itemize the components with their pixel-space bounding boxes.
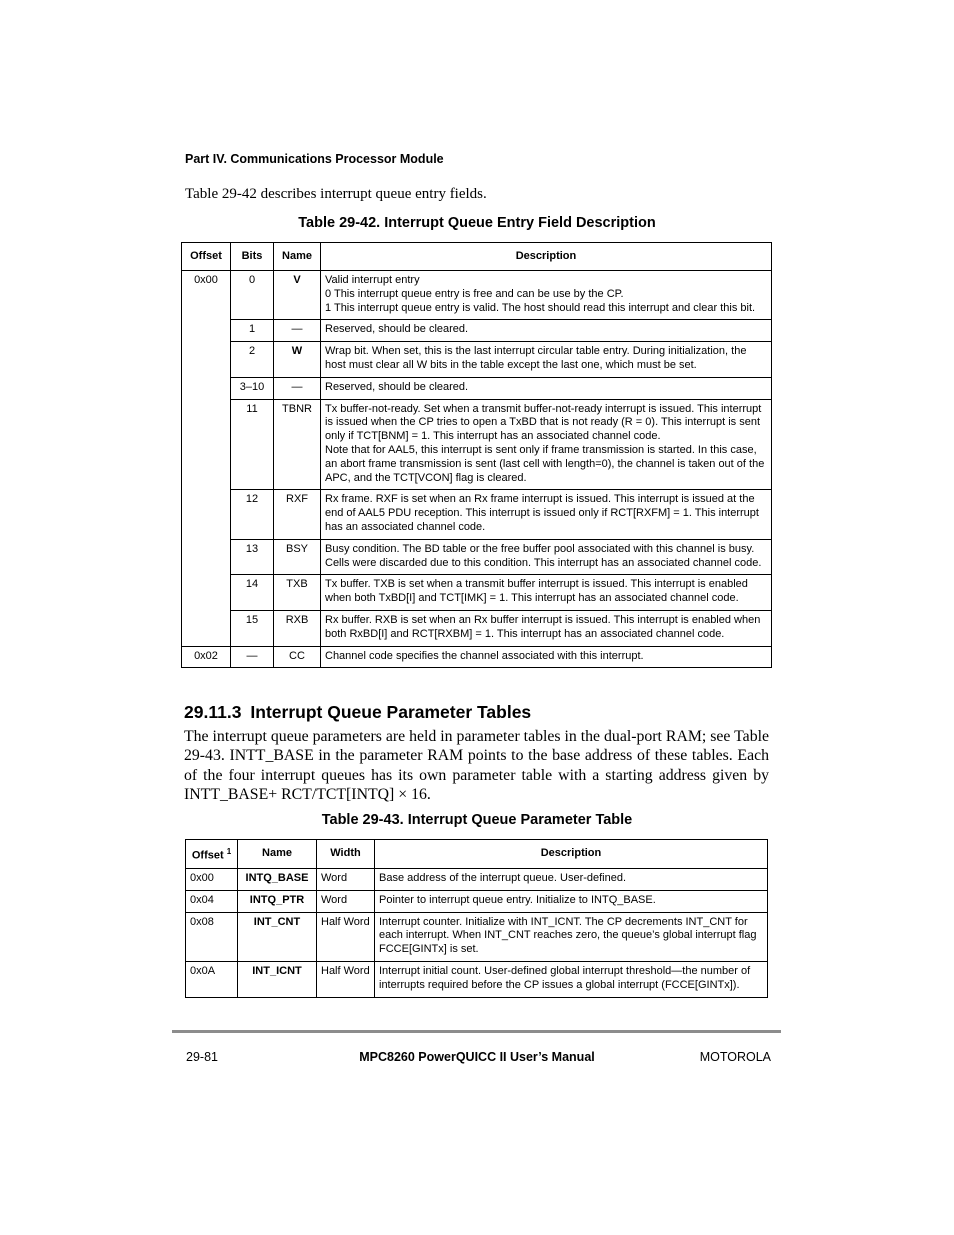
table-header-row [186, 840, 768, 869]
name-cell: INT_ICNT [238, 961, 317, 997]
publisher-name: MOTOROLA [699, 1050, 771, 1064]
column-header-description: Description [375, 840, 768, 869]
table-row [186, 890, 768, 912]
bits-cell: 12 [231, 490, 274, 539]
name-cell: CC [274, 646, 321, 668]
table-row [182, 539, 772, 575]
description-cell: Rx buffer. RXB is set when an Rx buffer interrupt is issued. This interrupt is enabled when both RxBD[I] and RCT[RXBM] = 1. This interrupt has an associated channel code. [321, 610, 772, 646]
table-row [186, 912, 768, 961]
table-row [182, 399, 772, 490]
description-cell: Base address of the interrupt queue. User-defined. [375, 869, 768, 891]
section-number: 29.11.3 [184, 702, 242, 722]
table-row [182, 490, 772, 539]
table-43-caption: Table 29-43. Interrupt Queue Parameter Table [321, 812, 633, 828]
running-header: Part IV. Communications Processor Module [185, 152, 444, 166]
width-cell: Word [317, 869, 375, 891]
name-cell: INTQ_PTR [238, 890, 317, 912]
description-line: 0 This interrupt queue entry is free and can be use by the CP. [325, 287, 624, 300]
description-cell: Wrap bit. When set, this is the last interrupt circular table entry. During initialization, the host must clear all W bits in the table except the last one, which must be set. [321, 342, 772, 378]
bits-cell: 0 [231, 271, 274, 320]
width-cell: Half Word [317, 961, 375, 997]
name-cell: INT_CNT [238, 912, 317, 961]
table-row [182, 320, 772, 342]
manual-title: MPC8260 PowerQUICC II User’s Manual [359, 1050, 595, 1064]
offset-cell: 0x04 [186, 890, 238, 912]
column-header-offset: Offset [182, 243, 231, 271]
table-row [182, 646, 772, 668]
name-cell: — [274, 320, 321, 342]
bits-cell: 3–10 [231, 377, 274, 399]
offset-cell: 0x02 [182, 646, 231, 668]
table-row [186, 869, 768, 891]
intro-sentence: Table 29-42 describes interrupt queue entry fields. [185, 186, 487, 202]
table-row [182, 342, 772, 378]
section-body-paragraph: The interrupt queue parameters are held in parameter tables in the dual-port RAM; see Table 29-43. INTT_BASE in the parameter RAM points to the base address of these tables. Each of the four interrupt queues has its own parameter table with a starting address given by INTT_BASE+ RCT/TCT[INTQ] × 16. [184, 728, 769, 803]
column-header-name: Name [238, 840, 317, 869]
footer-rule [172, 1030, 781, 1033]
name-cell: TXB [274, 575, 321, 611]
table-row [182, 610, 772, 646]
bits-cell: 11 [231, 399, 274, 490]
description-cell [321, 271, 772, 320]
table-row [182, 575, 772, 611]
column-header-bits: Bits [231, 243, 274, 271]
page-number: 29-81 [186, 1050, 218, 1064]
description-cell: Pointer to interrupt queue entry. Initialize to INTQ_BASE. [375, 890, 768, 912]
name-cell: V [274, 271, 321, 320]
description-cell: Interrupt initial count. User-defined global interrupt threshold—the number of interrupts required before the CP issues a global interrupt (FCCE[GINTx]). [375, 961, 768, 997]
description-line: Note that for AAL5, this interrupt is sent only if frame transmission is started. In this case, an abort frame transmission is sent (last cell with length=0), the channel is taken out of the APC, and the TCT[VCON] flag is cleared. [325, 443, 765, 484]
column-header-offset [186, 840, 238, 869]
bits-cell: — [231, 646, 274, 668]
table-row [182, 377, 772, 399]
description-line: 1 This interrupt queue entry is valid. The host should read this interrupt and clear this bit. [325, 301, 756, 314]
interrupt-queue-parameter-table [185, 839, 768, 998]
description-cell: Interrupt counter. Initialize with INT_ICNT. The CP decrements INT_CNT for each interrupt. When INT_CNT reaches zero, the queue’s global interrupt flag FCCE[GINTx] is set. [375, 912, 768, 961]
column-header-name: Name [274, 243, 321, 271]
name-cell: RXF [274, 490, 321, 539]
description-cell: Busy condition. The BD table or the free buffer pool associated with this channel is busy. Cells were discarded due to this condition. This interrupt has an associated channel code. [321, 539, 772, 575]
offset-cell: 0x00 [186, 869, 238, 891]
width-cell: Word [317, 890, 375, 912]
table-row [186, 961, 768, 997]
description-cell: Tx buffer. TXB is set when a transmit buffer interrupt is issued. This interrupt is enabled when both TxBD[I] and TCT[IMK] = 1. This interrupt has an associated channel code. [321, 575, 772, 611]
description-cell: Rx frame. RXF is set when an Rx frame interrupt is issued. This interrupt is issued at the end of AAL5 PDU reception. This interrupt is issued only if RCT[RXFM] = 1. This interrupt has an associated channel code. [321, 490, 772, 539]
description-cell: Channel code specifies the channel associated with this interrupt. [321, 646, 772, 668]
bits-cell: 14 [231, 575, 274, 611]
name-cell: TBNR [274, 399, 321, 490]
bits-cell: 15 [231, 610, 274, 646]
description-line: Tx buffer-not-ready. Set when a transmit buffer-not-ready interrupt is issued. This interrupt is issued when the CP tries to open a TxBD that is not ready (R = 0). This interrupt is sent only if TCT[BNM] = 1. This interrupt has an associated channel code. [325, 402, 762, 443]
column-header-offset-label: Offset [191, 849, 224, 862]
interrupt-queue-entry-table [181, 242, 772, 668]
description-cell: Reserved, should be cleared. [321, 377, 772, 399]
name-cell: BSY [274, 539, 321, 575]
bits-cell: 2 [231, 342, 274, 378]
offset-cell: 0x00 [182, 271, 231, 647]
column-header-width: Width [317, 840, 375, 869]
bits-cell: 13 [231, 539, 274, 575]
description-cell [321, 399, 772, 490]
table-42-caption: Table 29-42. Interrupt Queue Entry Field Description [298, 215, 656, 231]
description-cell: Reserved, should be cleared. [321, 320, 772, 342]
bits-cell: 1 [231, 320, 274, 342]
footnote-marker: 1 [226, 846, 232, 856]
offset-cell: 0x08 [186, 912, 238, 961]
name-cell: RXB [274, 610, 321, 646]
description-line: Valid interrupt entry [325, 274, 420, 286]
table-header-row [182, 243, 772, 271]
width-cell: Half Word [317, 912, 375, 961]
section-title: Interrupt Queue Parameter Tables [250, 702, 532, 722]
column-header-description: Description [321, 243, 772, 271]
table-row [182, 271, 772, 320]
name-cell: W [274, 342, 321, 378]
name-cell: INTQ_BASE [238, 869, 317, 891]
offset-cell: 0x0A [186, 961, 238, 997]
name-cell: — [274, 377, 321, 399]
section-heading [184, 702, 531, 723]
